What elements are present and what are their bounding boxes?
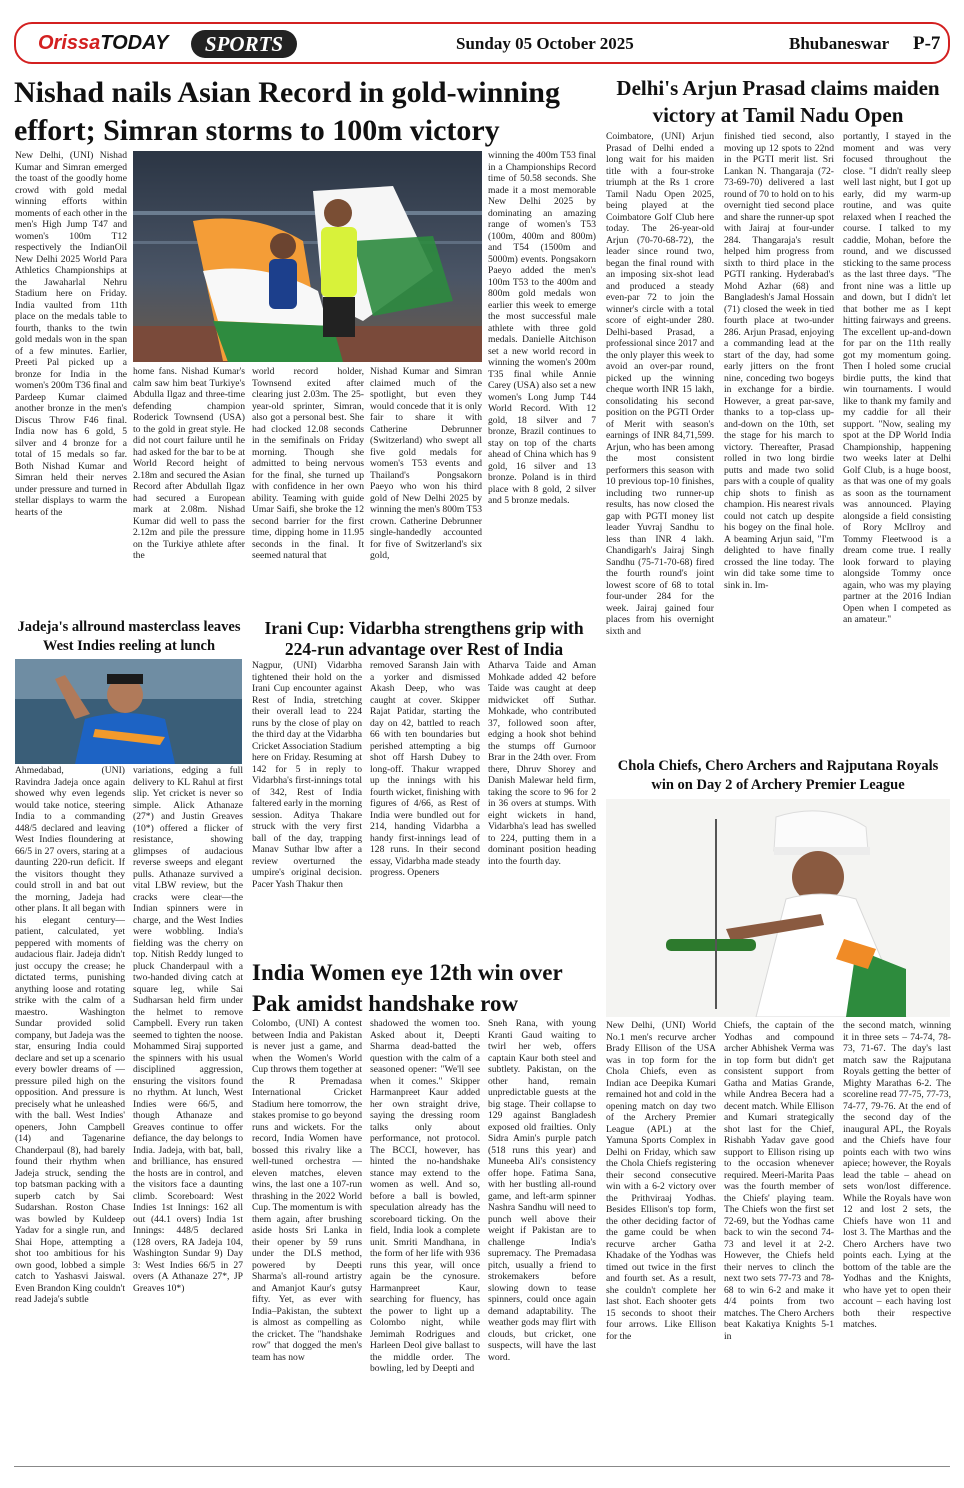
headline-para-athletics: Nishad nails Asian Record in gold-winning effort; Simran storms to 100m victory bbox=[14, 76, 560, 147]
para-col-5: winning the 400m T53 final in a Championships Record time of 50.58 seconds. She made it a most memorable New Delhi 2025 by dominating an amazing range of women's T53 (100m, 400m and 800m) and T54 (1500m and 5000m) events. Pongsakorn Paeyo added the men's 100m T53 to the 400m and 800m gold medals won earlier this week to emerge the most successful male athlete with three gold medals. Danielle Aitchison set a new world record in winning the women's 200m T35 final while Annie Carey (USA) also set a new women's Long Jump T44 World Record. With 12 gold, 18 silver and 7 bronze, Brazil continues to stay on top of the charts ahead of China which has 9 gold, 16 silver and 13 bronze. Poland is in third place with 8 gold, 2 silver and 5 bronze medals. bbox=[488, 150, 596, 506]
headline-archery: Chola Chiefs, Chero Archers and Rajputana Royals win on Day 2 of Archery Premier League bbox=[617, 758, 939, 793]
jadeja-photo bbox=[15, 659, 242, 764]
logo-name: TODAY bbox=[100, 32, 169, 54]
para-athletes-photo bbox=[133, 151, 482, 362]
archer-photo bbox=[606, 799, 950, 1017]
archery-col-1: New Delhi, (UNI) World No.1 men's recurve archer Brady Ellison of the USA was in top form for the Chola Chiefs, even as Indian ace Deepika Kumari remained hot and cold in the opening match on day two of the Archery Premier League (APL) at the Yamuna Sports Complex in Delhi on Friday, which saw the Chola Chiefs registering their second consecutive win with a 6-2 victory over the Prithviraaj Yodhas. Besides Ellison's top form, the other deciding factor of the game could be when recurve archer Gatha Khadake of the Yodhas was timed out twice in the first and fourth set. As a result, she couldn't complete her last shot. Each shooter gets 15 seconds to shoot their four arrows. Like Ellison for the bbox=[606, 1020, 716, 1342]
headline-golf: Delhi's Arjun Prasad claims maiden victory at Tamil Nadu Open bbox=[616, 76, 940, 127]
dateline: Sunday 05 October 2025 bbox=[456, 34, 634, 53]
jadeja-col-1: Ahmedabad, (UNI) Ravindra Jadeja once again showed why even legends would take notice, steering India to a commanding 448/5 declared and leaving West Indies floundering at 66/5 in 27 overs, staring at a daunting 220-run deficit. If the visitors thought they could stroll in and bat out the morning, Jadeja had other plans. It all began with his elegant century—patient, calculated, yet peppered with moments of audacious flair. Jadeja didn't just occupy the crease; he dictated terms, punishing anything loose and rotating strike with the calm of a maestro. Washington Sundar provided solid company, but Jadeja was the star, ensuring India could declare and set up a scenario every bowler dreams of —pressure piled high on the opposition. And pressure is precisely what he unleashed with the ball. West Indies' openers, John Campbell (14) and Tagenarine Chanderpaul (8), had barely found their rhythm when Jadeja struck, sending the top batsman packing with a superb catch by Sai Sudarshan. Roston Chase was bowled by Kuldeep Yadav for a single run, and Shai Hope, attempting a shot too ambitious for his own good, lobbed a simple catch to Yashasvi Jaiswal. Even Brandon King couldn't read Jadeja's subtle bbox=[15, 765, 125, 1305]
para-col-2: home fans. Nishad Kumar's calm saw him beat Turkiye's Abdulla Ilgaz and three-time defending champion Roderick Townsend (USA) to the gold in great style. He did not court failure until he had asked for the bar to be at World Record height of 2.18m and secured the Asian Record after Abdullah Ilgaz had secured a European mark at 2.08m. Nishad Kumar did well to pass the 2.12m and pile the pressure on the Turkiye athlete after the bbox=[133, 366, 245, 561]
jadeja-image bbox=[15, 659, 242, 764]
archery-col-3: the second match, winning it in three sets – 74-74, 78-73, 71-67. The day's last match saw the Rajputana Royals getting the better of Mighty Marathas 6-2. The scoreline read 77-75, 77-73, 74-77, 79-76. At the end of the second day of the inaugural APL, the Royals and the Chiefs have four points each with two wins apiece; however, the Royals lead the table – ahead on sets won/lost difference. While the Royals have won 12 and lost 2 sets, the Chiefs have won 11 and lost 3. The Marthas and the Chero Archers have two points each. Lying at the bottom of the table are the Yodhas and the Knights, who have yet to open their account – each having lost both their respective matches. bbox=[843, 1020, 951, 1330]
irani-col-3: Atharva Taide and Aman Mohkade added 42 before Taide was caught at deep midwicket off Suthar. Mohkade, who contributed 37, followed soon after, edging a hook shot behind the stumps off Gurnoor Brar in the 24th over. From there, Dhruv Shorey and Danish Malewar held firm, taking the score to 96 for 2 in 36 overs at stumps. With eight wickets in hand, Vidarbha's lead has swelled to 224, putting them in a dominant position heading into the fourth day. bbox=[488, 660, 596, 867]
archery-col-2: Chiefs, the captain of the Yodhas and compound archer Abhishek Verma was in top form but didn't get consistent support from Gatha and Matias Grande, while Andrea Becera had a decent match. While Ellison and Kumari strategically shot last for the Chief, Rishabh Yadav gave good support to Ellison rising up to the occasion whenever required. Meeri-Marita Paas was the fourth member of the Chiefs' playing team. The Chiefs won the first set 72-69, but the Yodhas came back to win the second 74-73 and level it at 2-2. However, the Chiefs held their nerves to clinch the next two sets 77-73 and 78-68 to win 6-2 and make it 4/4 points from two matches. The Chero Archers beat Kakatiya Knights 5-1 in bbox=[724, 1020, 834, 1342]
section-badge: SPORTS bbox=[191, 30, 297, 58]
golf-col-2: finished tied second, also moving up 12 spots to 22nd in the PGTI merit list. Sri Lankan N. Thangaraja (72-73-69-70) delivered a last round of 70 to hold on to his overnight tied second place and share the runner-up spot with Jairaj at four-under 284. Thangaraja's result helped him progress from sixth to third place in the PGTI ranking. Hyderabad's Mohd Azhar (68) and Bangladesh's Jamal Hossain (71) closed the week in tied fourth place at two-under 286. Arjun Prasad, enjoying a commanding lead at the start of the day, had some early jitters on the front nine, conceding two bogeys in exchange for a birdie. However, a great par-save, thanks to a top-class up-and-down on the 10th, set the stage for his march to victory. Thereafter, Prasad rolled in two long birdie putts and made two solid pars with a couple of quality chip shots to finish as champion. His nearest rivals could not catch up despite his bogey on the final hole. A beaming Arjun said, "I'm delighted to have finally crossed the line today. The win did take some time to sink in. Im- bbox=[724, 131, 834, 591]
women-col-1: Colombo, (UNI) A contest between India and Pakistan is never just a game, and when the Women's World Cup throws them together at the R Premadasa International Cricket Stadium here tomorrow, the stakes promise to go beyond runs and wickets. For the record, India Women have bossed this rivalry like a well-tuned orchestra — eleven matches, eleven wins, the last one a 107-run thrashing in the 2022 World Cup. The momentum is with them again, after brushing aside hosts Sri Lanka in their opener by 59 runs under the DLS method, powered by Deepti Sharma's all-round artistry and Amanjot Kaur's gutsy fifty. Yet, as ever with India–Pakistan, the subtext is almost as compelling as the cricket. The "handshake row" that dogged the men's team has now bbox=[252, 1018, 362, 1363]
women-col-3: Sneh Rana, with young Kranti Gaud waiting to twirl her web, offers captain Kaur both steel and subtlety. Pakistan, on the other hand, remain unpredictable guests at the big stage. Their collapse to 129 against Bangladesh exposed old frailties. Only Sidra Amin's purple patch (518 runs this year) and Muneeba Ali's consistency offer hope. Fatima Sana, with her bustling all-round game, and left-arm spinner Nashra Sandhu will need to punch well above their weight if Pakistan are to challenge India's supremacy. The Premadasa pitch, usually a friend to strokemakers before slowing down to tease spinners, could once again demand adaptability. The weather gods may flirt with clouds, but cricket, one suspects, will have the last word. bbox=[488, 1018, 596, 1363]
page-number: P-7 bbox=[913, 33, 941, 54]
jadeja-col-2: variations, edging a full delivery to KL Rahul at first slip. Yet cricket is never so simple. Alick Athanaze (27*) and Justin Greaves (10*) offered a flicker of resistance, showing glimpses of audacious reverse sweeps and elegant pulls. Athanaze survived a vital LBW review, but the cracks were clear—the Indian spinners were in charge, and the West Indies were wobbling. India's fielding was the cherry on top. Nitish Reddy lunged to pluck Chanderpaul with a two-handed diving catch at square leg, while Sai Sudharsan held firm under the helmet to remove Campbell. Every run taken seemed to tighten the noose. Mohammed Siraj supported the spinners with his usual disciplined aggression, ensuring the visitors found no rhythm. At lunch, West Indies were 66/5, and though Athanaze and Greaves continue to offer defiance, the day belongs to India. Jadeja, with bat, ball, and brilliance, has ensured the hosts are in control, and the visitors face a daunting climb. Scoreboard: West Indies 1st Innings: 162 all out (44.1 overs) India 1st Innings: 448/5 declared (128 overs, RA Jadeja 104, Washington Sundar 9) Day 3: West Indies 66/5 in 27 overs (A Athanaze 27*, JP Greaves 10*) bbox=[133, 765, 243, 1294]
logo-brand: Orissa bbox=[38, 32, 101, 54]
irani-col-2: removed Saransh Jain with a yorker and dismissed Akash Deep, who was caught at cover. Skipper Rajat Patidar, starting the day on 42, battled to reach 66 with ten boundaries but perished attempting a big shot off Harsh Dubey to long-off. Thakur wrapped up the innings with his fourth wicket, finishing with figures of 4/66, as Rest of India were bundled out for 214, handing Vidarbha a handy first-innings lead of 128 runs. In their second essay, Vidarbha made steady progress. Openers bbox=[370, 660, 480, 878]
bottom-rule bbox=[14, 1466, 950, 1467]
women-col-2: shadowed the women too. Asked about it, Deepti Sharma dead-batted the question with the calm of a seasoned opener: "We'll see when it comes." Skipper Harmanpreet Kaur added her own straight drive, saying the dressing room talks only about performance, not protocol. The BCCI, however, has hinted the no-handshake stance may extend to the women as well. And so, before a ball is bowled, speculation already has the scoreboard ticking. On the field, India look a complete unit. Smriti Mandhana, in the form of her life with 936 runs this year, will once again be the cynosure. Harmanpreet Kaur, searching for fluency, has the power to light up a Colombo night, while Jemimah Rodrigues and Harleen Deol give ballast to the middle order. The bowling, led by Deepti and bbox=[370, 1018, 480, 1374]
city: Bhubaneswar bbox=[789, 34, 890, 53]
masthead bbox=[14, 22, 950, 64]
para-col-1: New Delhi, (UNI) Nishad Kumar and Simran emerged the toast of the goodly home crowd with gold medal winning efforts within moments of each other in the men's High Jump T47 and women's 100m T12 respectively the IndianOil New Delhi 2025 World Para Athletics Championships at the Jawaharlal Nehru Stadium here on Friday. India vaulted from 11th place on the medals table to fourth, thanks to the twin gold medals won in the span of a few minutes. Earlier, Preeti Pal picked up a bronze for India in the women's 200m T36 final and Pardeep Kumar claimed another bronze in the men's Discus Throw F46 final. India now has 6 gold, 5 silver and 4 bronze for a total of 15 medals so far. Both Nishad Kumar and Simran held their nerves under pressure and turned in stellar displays to warm the hearts of the bbox=[15, 150, 127, 518]
para-col-3: world record holder, Townsend exited after clearing just 2.03m. The 25-year-old sprinter, Simran, also got a personal best. She had clocked 12.08 seconds in the semifinals on Friday morning. Though she admitted to being nervous for the final, she turned up with confidence in her own ability. Teaming with guide Umar Saifi, she broke the 12 second barrier for the first time, dipping home in 11.95 seconds in the final. It seemed natural that bbox=[252, 366, 364, 561]
logo bbox=[38, 32, 168, 55]
headline-irani: Irani Cup: Vidarbha strengthens grip with 224-run advantage over Rest of India bbox=[264, 618, 584, 659]
para-athletes-image bbox=[133, 151, 482, 362]
para-col-4: Nishad Kumar and Simran claimed much of the spotlight, but even they would concede that it is only fair to share it with Catherine Debrunner (Switzerland) who swept all five gold medals for women's T53 events and Thailand's Pongsakorn Paeyo who won his third gold of New Delhi 2025 by winning the men's 800m T53 crown. Catherine Debrunner single-handedly accounted for five of Switzerland's six gold, bbox=[370, 366, 482, 561]
headline-women: India Women eye 12th win over Pak amidst handshake row bbox=[252, 960, 563, 1016]
irani-col-1: Nagpur, (UNI) Vidarbha tightened their hold on the Irani Cup encounter against Rest of India, stretching their overall lead to 224 runs by the close of play on the third day at the Vidarbha Cricket Association Stadium here on Friday. Resuming at 142 for 5 in reply to Vidarbha's first-innings total of 342, Rest of India faltered early in the morning session. Aditya Thakare struck with the very first ball of the day, trapping Manav Suthar lbw after a review overturned the umpire's original decision. Pacer Yash Thakur then bbox=[252, 660, 362, 890]
golf-col-3: portantly, I stayed in the moment and was very focused throughout the close. "I didn't really sleep well last night, but I got up early, did my warm-up routine, and was quite relaxed when I reached the course. I talked to my caddie, Mohan, before the round, and we discussed sticking to the same process as the last three days. "The front nine was a little up and down, but I didn't let that bother me as I kept hitting fairways and greens. The excellent up-and-down for par on the 11th really got my momentum going. Then I holed some crucial birdie putts, the kind that win tournaments. I would like to thank my family and my caddie for all their support. "Now, sealing my spot at the DP World India Championship, happening two weeks later at Delhi Golf Club, is a huge boost, as that was one of my goals as soon as the tournament was announced. Playing alongside a field consisting of Rory McIlroy and Tommy Fleetwood is a dream come true. I really look forward to playing alongside Tommy once again, who was my playing partner at the 2016 Indian Open when I competed as an amateur." bbox=[843, 131, 951, 625]
headline-jadeja: Jadeja's allround masterclass leaves West Indies reeling at lunch bbox=[17, 619, 241, 654]
golf-col-1: Coimbatore, (UNI) Arjun Prasad of Delhi ended a long wait for his maiden title with a four-stroke triumph at the Rs 1 crore Tamil Nadu Open 2025, being played at the Coimbatore Golf Club here today. The 26-year-old Arjun (70-70-68-72), the leader since round two, began the final round with an imposing six-shot lead and produced a steady even-par 72 to join the winner's circle with a total score of eight-under 280. Delhi-based Prasad, a professional since 2017 and the only player this week to avoid an over-par round, picked up the winning cheque worth INR 15 lakh, consolidating his second position on the PGTI Order of Merit with season's earnings of INR 84,71,599. Arjun, who has been among the most consistent performers this season with 10 previous top-10 finishes, including two runner-up results, has now closed the gap with PGTI money list leader Yuvraj Sandhu to less than INR 4 lakh. Chandigarh's Jairaj Singh Sandhu (75-71-70-68) fired the fourth round's joint lowest score of 68 to total four-under 284 for the week. Jairaj gained four places from his overnight sixth and bbox=[606, 131, 714, 637]
archer-image bbox=[606, 799, 950, 1017]
